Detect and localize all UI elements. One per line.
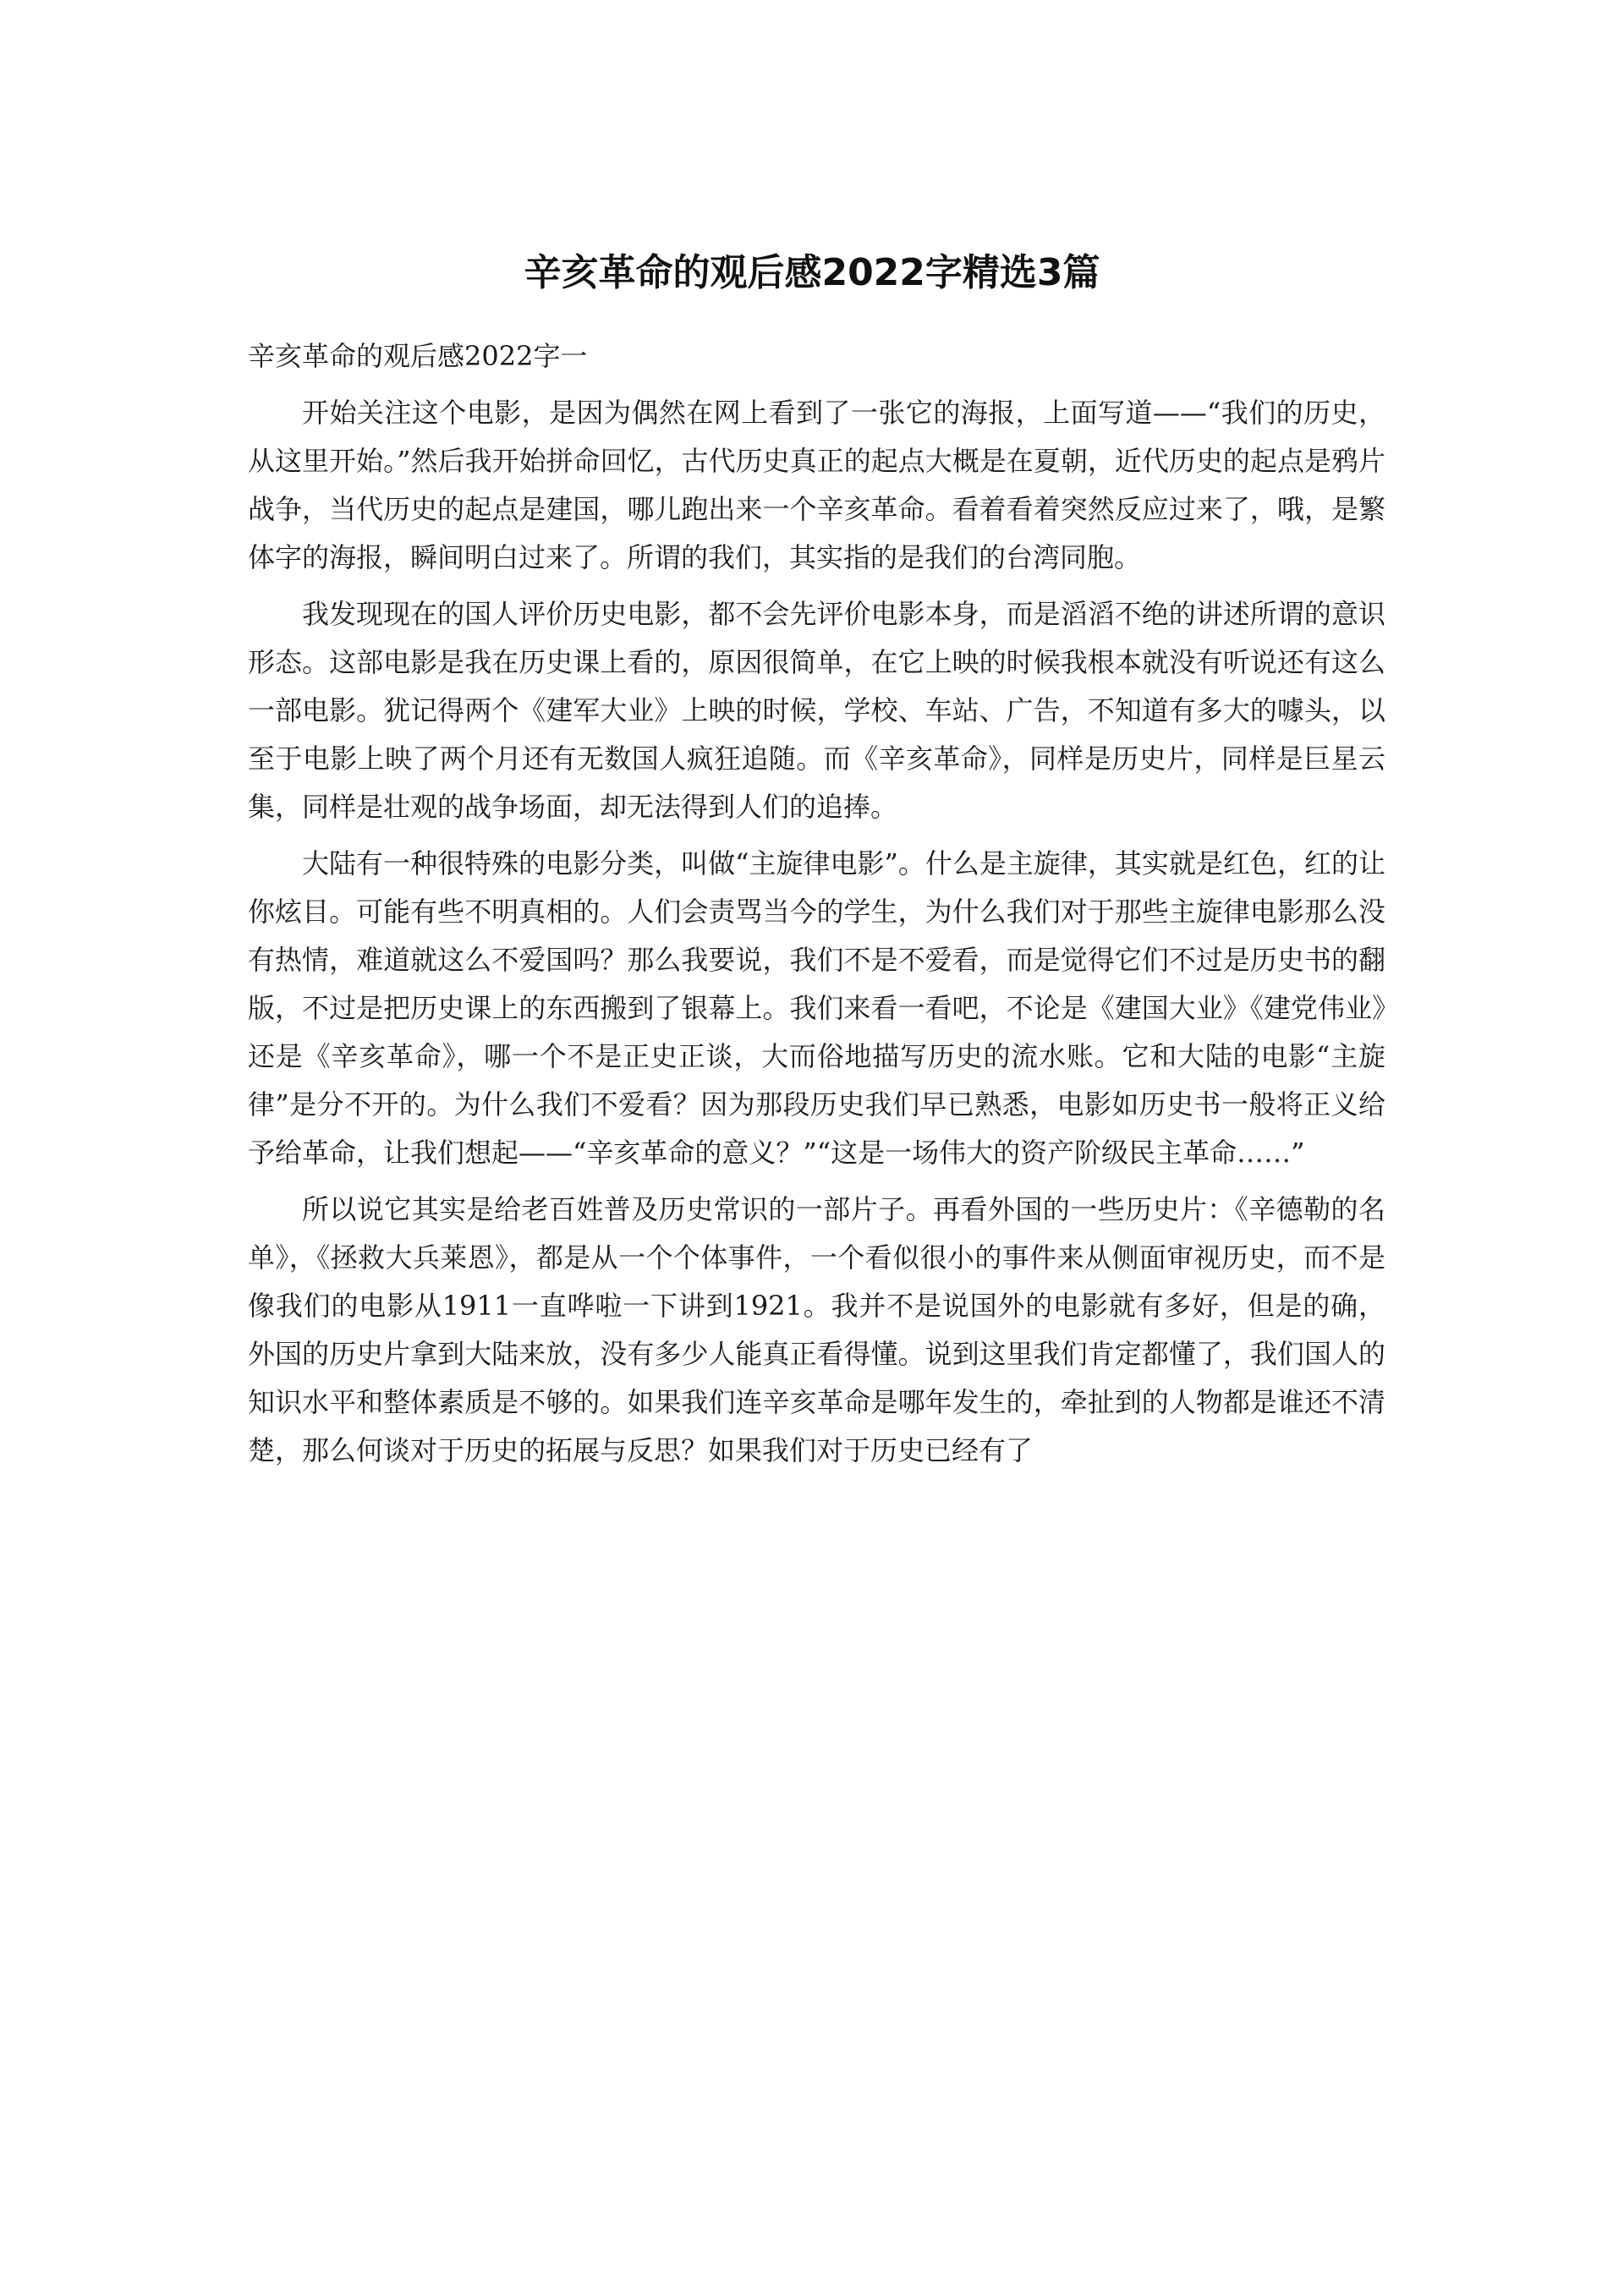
- paragraph-1: 开始关注这个电影，是因为偶然在网上看到了一张它的海报，上面写道——“我们的历史，从这里开始。”然后我开始拼命回忆，古代历史真正的起点大概是在夏朝，近代历史的起点是鸦片战争，当代历史的起点是建国，哪儿跑出来一个辛亥革命。看着看着突然反应过来了，哦，是繁体字的海报，瞬间明白过来了。所谓的我们，其实指的是我们的台湾同胞。: [248, 397, 1385, 573]
- document-body: [248, 332, 1385, 1483]
- paragraph-4: 所以说它其实是给老百姓普及历史常识的一部片子。再看外国的一些历史片：《辛德勒的名单》，《拯救大兵莱恩》，都是从一个个体事件，一个看似很小的事件来从侧面审视历史，而不是像我们的电影从1911一直哗啦一下讲到1921。我并不是说国外的电影就有多好，但是的确，外国的历史片拿到大陆来放，没有多少人能真正看得懂。说到这里我们肯定都懂了，我们国人的知识水平和整体素质是不够的。如果我们连辛亥革命是哪年发生的，牵扯到的人物都是谁还不清楚，那么何谈对于历史的拓展与反思？如果我们对于历史已经有了: [248, 1193, 1385, 1466]
- section-subheading: 辛亥革命的观后感2022字一: [248, 340, 588, 372]
- paragraph-3: 大陆有一种很特殊的电影分类，叫做“主旋律电影”。什么是主旋律，其实就是红色，红的让你炫目。可能有些不明真相的。人们会责骂当今的学生，为什么我们对于那些主旋律电影那么没有热情，难道就这么不爱国吗？那么我要说，我们不是不爱看，而是觉得它们不过是历史书的翻版，不过是把历史课上的东西搬到了银幕上。我们来看一看吧，不论是《建国大业》《建党伟业》还是《辛亥革命》，哪一个不是正史正谈，大而俗地描写历史的流水账。它和大陆的电影“主旋律”是分不开的。为什么我们不爱看？因为那段历史我们早已熟悉，电影如历史书一般将正义给予给革命，让我们想起——“辛亥革命的意义？”“这是一场伟大的资产阶级民主革命……”: [248, 847, 1385, 1169]
- document-title: 辛亥革命的观后感2022字精选3篇: [524, 251, 1100, 294]
- paragraph-2: 我发现现在的国人评价历史电影，都不会先评价电影本身，而是滔滔不绝的讲述所谓的意识形态。这部电影是我在历史课上看的，原因很简单，在它上映的时候我根本就没有听说还有这么一部电影。犹记得两个《建军大业》上映的时候，学校、车站、广告，不知道有多大的噱头，以至于电影上映了两个月还有无数国人疯狂追随。而《辛亥革命》，同样是历史片，同样是巨星云集，同样是壮观的战争场面，却无法得到人们的追捧。: [248, 598, 1385, 823]
